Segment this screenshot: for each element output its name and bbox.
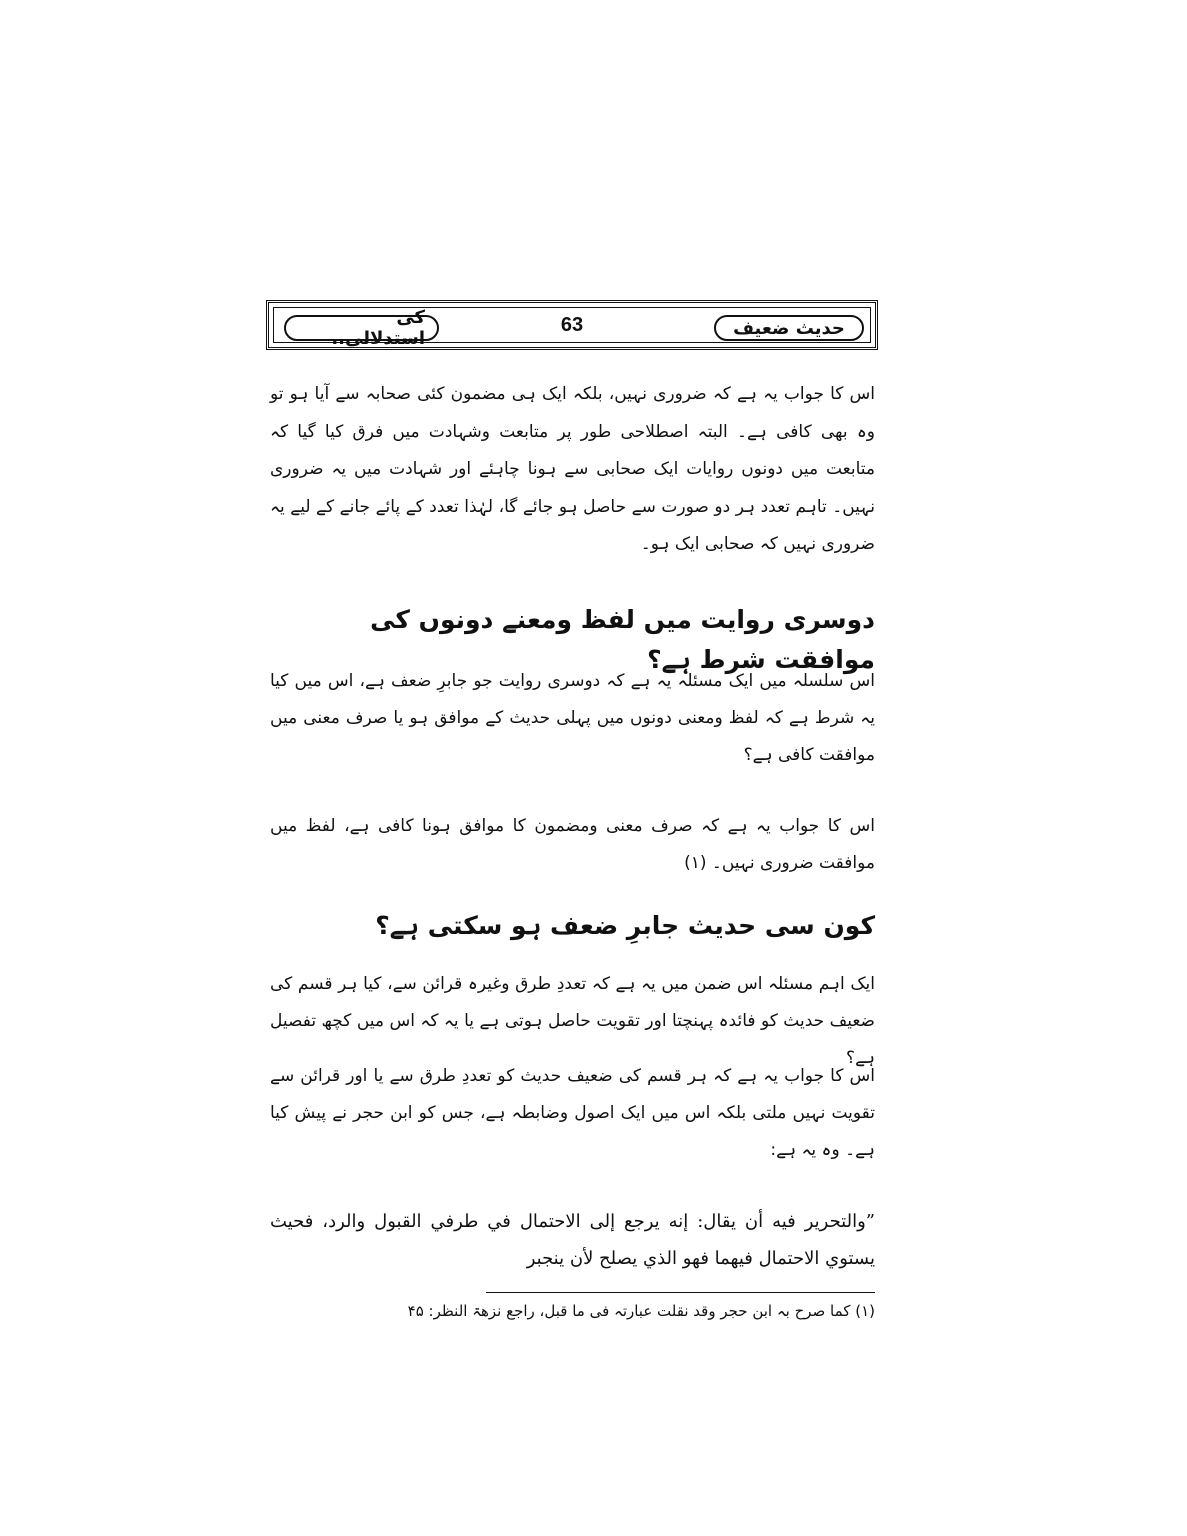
paragraph-4-text: ایک اہم مسئلہ اس ضمن میں یہ ہے کہ تعددِ طرق وغیرہ قرائن سے، کیا ہر قسم کی ضعیف حدیث کو فائدہ پہنچتا اور تقویت حاصل ہوتی ہے یا یہ کہ اس میں کچھ تفصیل ہے؟ [270, 974, 875, 1068]
header-title-left: کی استدلالی.. [284, 315, 439, 341]
page-header [266, 300, 878, 350]
paragraph-answer-principle [270, 1058, 875, 1169]
header-inner-border [273, 307, 871, 349]
arabic-quote-text: ”والتحرير فيه أن يقال: إنه يرجع إلى الاحتمال في طرفي القبول والرد، فحيث يستوي الاحتمال فيهما فهو الذي يصلح لأن ينجبر [270, 1211, 875, 1269]
paragraph-question-agreement [270, 663, 875, 774]
arabic-quotation [270, 1203, 875, 1277]
paragraph-answer-meaning [270, 808, 875, 882]
heading-2-text: کون سی حدیث جابرِ ضعف ہو سکتی ہے؟ [375, 911, 875, 940]
paragraph-2-text: اس سلسلہ میں ایک مسئلہ یہ ہے کہ دوسری روایت جو جابرِ ضعف ہے، اس میں کیا یہ شرط ہے کہ لفظ ومعنی دونوں میں پہلی حدیث کے موافق ہو یا صرف معنی میں موافقت کافی ہے؟ [270, 671, 875, 765]
paragraph-5-text: اس کا جواب یہ ہے کہ ہر قسم کی ضعیف حدیث کو تعددِ طرق سے یا اور قرائن سے تقویت نہیں ملتی بلکہ اس میں ایک اصول وضابطہ ہے، جس کو ابن حجر نے پیش کیا ہے۔ وہ یہ ہے: [270, 1066, 875, 1160]
paragraph-3-text: اس کا جواب یہ ہے کہ صرف معنی ومضمون کا موافق ہونا کافی ہے، لفظ میں موافقت ضروری نہیں۔ (۱) [270, 816, 875, 873]
footnote-divider [486, 1292, 875, 1293]
paragraph-answer-companions [270, 376, 875, 564]
header-title-right: حدیث ضعیف [714, 315, 864, 341]
paragraph-1-text: اس کا جواب یہ ہے کہ ضروری نہیں، بلکہ ایک ہی مضمون کئی صحابہ سے آیا ہو تو وہ بھی کافی ہے۔ البتہ اصطلاحی طور پر متابعت وشہادت میں فرق کیا گیا کہ متابعت میں دونوں روایات ایک صحابی سے ہونا چاہئے اور شہادت میں یہ ضروری نہیں۔ تاہم تعدد ہر دو صورت سے حاصل ہو جائے گا، لہٰذا تعدد کے پائے جانے کے لیے یہ ضروری نہیں کہ صحابی ایک ہو۔ [270, 384, 875, 554]
heading-which-hadith [270, 906, 875, 946]
heading-1-text: دوسری روایت میں لفظ ومعنے دونوں کی موافقت شرط ہے؟ [370, 605, 875, 674]
footnote: (۱) کما صرح بہ ابن حجر وقد نقلت عبارتہ فی ما قبل، راجع نزھۃ النظر: ۴۵ [407, 1302, 875, 1320]
page-number: 63 [560, 314, 584, 336]
